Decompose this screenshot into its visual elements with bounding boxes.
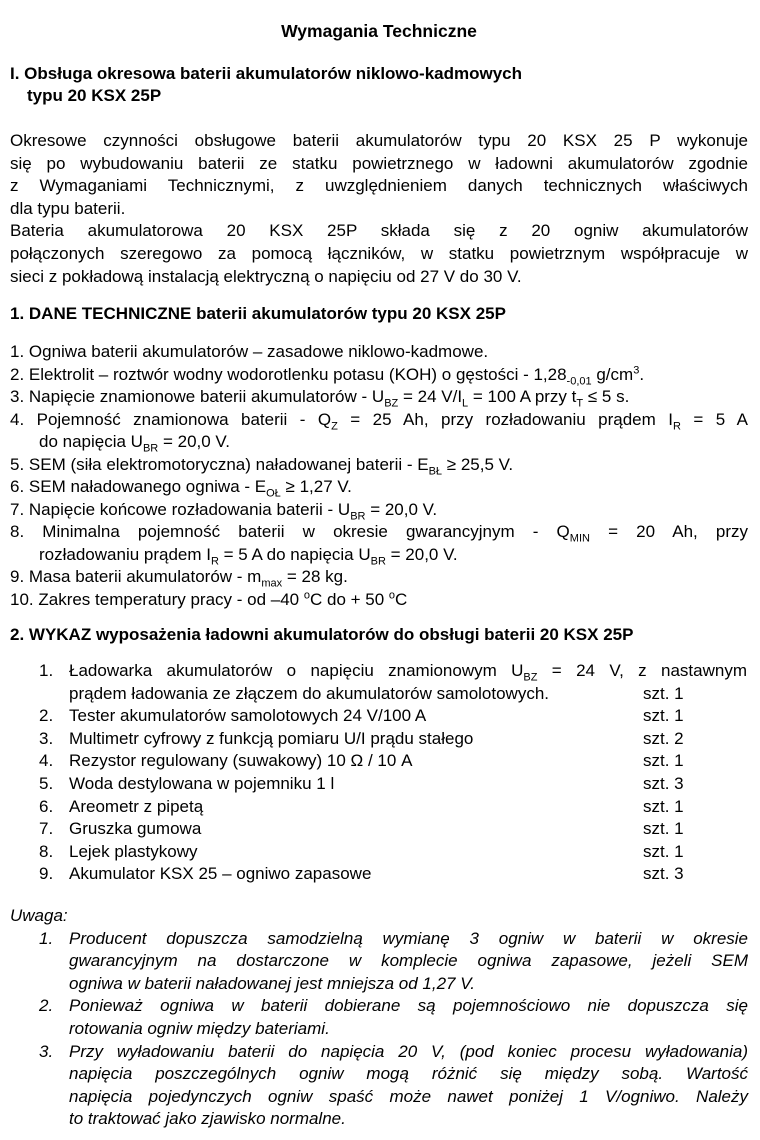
note-item: 2. Ponieważ ogniwa w baterii dobierane są pojemnościowo nie dopuszcza się rotowania ogniw między bateriami. (39, 996, 748, 1038)
section-heading-line-2: typu 20 KSX 25P (27, 86, 162, 105)
equipment-quantity: szt. 1 (643, 683, 684, 703)
note-number: 2. (39, 996, 54, 1016)
equipment-quantity: szt. 1 (643, 796, 684, 816)
tech-item-continuation: do napięcia $U_{BR} = 20,0$ V. (39, 432, 230, 455)
intro-line: się po wybudowaniu baterii ze statku powietrznego w ładowni akumulatorów zgodnie (10, 153, 748, 173)
equipment-item: 4. Rezystor regulowany (suwakowy) 10 Ω / 10 A szt. 1 (10, 750, 748, 773)
intro-line: sieci z pokładową instalacją elektryczną o napięciu od 27 V do 30 V. (10, 266, 522, 286)
equipment-item: 2. Tester akumulatorów samolotowych 24 V/100 A szt. 1 (10, 705, 748, 728)
note-item: 1. Producent dopuszcza samodzielną wymianę 3 ogniw w baterii w okresie gwarancyjnym na dostarczone w komplecie ogniwa zapasowe, jeżeli SEM ogniwa w baterii naładowanej jest mniejsza od 1,27 V. (39, 928, 748, 993)
tech-item: 2. Elektrolit – roztwór wodny wodorotlenku potasu (KOH) o gęstości - $1,28_{-0,01}$ $g/cm^3$. (10, 363, 645, 387)
intro-line: Bateria akumulatorowa 20 KSX 25P składa się z 20 ogniw akumulatorów (10, 221, 748, 241)
equipment-quantity: szt. 1 (643, 751, 684, 771)
equipment-item: 8. Lejek plastykowy szt. 1 (10, 841, 748, 864)
notes-heading: Uwaga: (10, 906, 68, 925)
equipment-item (10, 660, 748, 705)
section-heading-equipment: 2. WYKAZ wyposażenia ładowni akumulatorów do obsługi baterii 20 KSX 25P (10, 625, 634, 644)
equipment-list (10, 660, 748, 886)
equipment-item: 6. Areometr z pipetą szt. 1 (10, 796, 748, 819)
equipment-quantity: szt. 3 (643, 773, 684, 793)
tech-item: 10. Zakres temperatury pracy - od –40 $^o$C do + 50 $^o$C (10, 588, 408, 609)
section-heading-line-1: I. Obsługa okresowa baterii akumulatorów niklowo-kadmowych (10, 64, 523, 83)
note-number: 1. (39, 928, 54, 948)
intro-line: dla typu baterii. (10, 198, 126, 218)
equipment-text: Ładowarka akumulatorów o napięciu znamionowym $U_{BZ} = 24$ V, z nastawnym prądem ładowania ze złączem do akumulatorów samolotowych. (69, 661, 747, 703)
equipment-item: 7. Gruszka gumowa szt. 1 (10, 818, 748, 841)
notes-section (10, 905, 748, 1131)
equipment-item: 9. Akumulator KSX 25 – ogniwo zapasowe szt. 3 (10, 863, 748, 886)
page-title: Wymagania Techniczne (281, 21, 477, 41)
intro-line: połączonych szeregowo za pomocą łączników, w statku powietrznym współpracuje w (10, 243, 748, 263)
tech-item: 1. Ogniwa baterii akumulatorów – zasadowe niklowo-kadmowe. (10, 342, 489, 361)
equipment-item: 5. Woda destylowana w pojemniku 1 l szt. 3 (10, 773, 748, 796)
intro-line: Okresowe czynności obsługowe baterii akumulatorów typu 20 KSX 25 P wykonuje (10, 131, 748, 150)
note-item: 3. Przy wyładowaniu baterii do napięcia 20 V, (pod koniec procesu wyładowania) napięcia poszczególnych ogniw mogą różnić się między sobą. Wartość napięcia pojedynczych ogniw spaść może nawet poniżej 1 V/ogniwo. Należy to traktować jako zjawisko normalne. (39, 1041, 748, 1129)
tech-item: 3. Napięcie znamionowe baterii akumulatorów - $U_{BZ} = 24$ $V/I_L = 100$ A przy $t_T \le 5$ s. (10, 387, 630, 410)
intro-line: z Wymaganiami Technicznymi, z uwzględnieniem danych technicznych właściwych (10, 176, 748, 196)
equipment-quantity: szt. 1 (643, 841, 684, 861)
tech-item: 9. Masa baterii akumulatorów - $m_{max} = 28$ kg. (10, 567, 348, 590)
tech-item: 5. SEM (siła elektromotoryczna) naładowanej baterii - $E_{BŁ} \ge 25,5$ V. (10, 454, 514, 477)
equipment-number: 1. (39, 661, 54, 680)
tech-item-continuation: rozładowaniu prądem $I_R = 5$ A do napięcia $U_{BR} = 20,0$ V. (39, 544, 458, 567)
section-heading-technical-data: 1. DANE TECHNICZNE baterii akumulatorów typu 20 KSX 25P (10, 304, 506, 323)
tech-item: 4. Pojemność znamionowa baterii - $Q_Z = 25$ Ah, przy rozładowaniu prądem $I_R = 5$ A (10, 409, 748, 432)
equipment-quantity: szt. 1 (643, 706, 684, 726)
note-number: 3. (39, 1041, 54, 1061)
tech-item: 6. SEM naładowanego ogniwa - $E_{OŁ} \ge 1,27$ V. (10, 477, 352, 500)
equipment-item: 3. Multimetr cyfrowy z funkcją pomiaru U/I prądu stałego szt. 2 (10, 728, 748, 751)
equipment-quantity: szt. 1 (643, 819, 684, 839)
equipment-quantity: szt. 3 (643, 864, 684, 884)
section-heading-maintenance (10, 63, 522, 107)
tech-item: 7. Napięcie końcowe rozładowania baterii - $U_{BR} = 20,0$ V. (10, 499, 438, 522)
technical-data-list (10, 341, 748, 611)
equipment-quantity: szt. 2 (643, 728, 684, 748)
intro-paragraph (10, 130, 748, 288)
tech-item: 8. Minimalna pojemność baterii w okresie gwarancyjnym - $Q_{MIN} = 20$ Ah, przy (10, 522, 748, 545)
